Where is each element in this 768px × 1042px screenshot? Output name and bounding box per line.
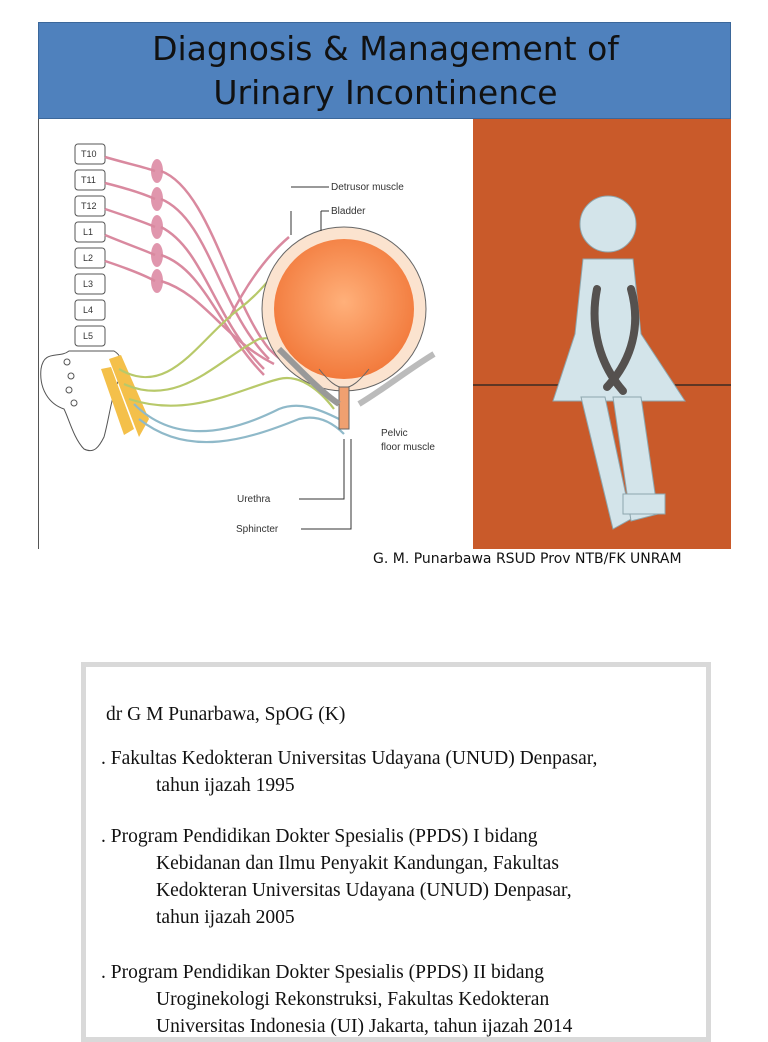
spine — [41, 144, 122, 451]
education-entry — [101, 823, 701, 931]
entry-line: Kebidanan dan Ilmu Penyakit Kandungan, Fakultas — [156, 853, 559, 874]
credentials-slide — [81, 662, 711, 1042]
doctor-name — [106, 701, 345, 728]
doctor-name-text: dr G M Punarbawa, SpOG (K) — [106, 704, 346, 725]
education-entry — [101, 745, 701, 799]
vertebra-label: L5 — [83, 331, 94, 341]
bladder-label: Bladder — [331, 206, 366, 217]
entry-line: . Fakultas Kedokteran Universitas Udayana (UNUD) Denpasar, — [101, 748, 598, 769]
slide-title-line-1: Diagnosis & Management of — [152, 29, 619, 68]
entry-line: tahun ijazah 1995 — [156, 775, 295, 796]
education-entry — [101, 959, 701, 1040]
entry-line: Kedokteran Universitas Udayana (UNUD) Denpasar, — [156, 880, 572, 901]
pelvic-floor-label: floor muscle — [381, 442, 435, 453]
bladder — [262, 227, 434, 429]
author-caption: G. M. Punarbawa RSUD Prov NTB/FK UNRAM — [373, 551, 682, 567]
bladder-innervation-diagram — [38, 119, 473, 549]
title-band — [38, 22, 731, 119]
urethra-label: Urethra — [237, 494, 271, 505]
incontinence-sign-photo — [473, 119, 731, 549]
title-slide — [38, 22, 731, 549]
pudendal-nerves — [134, 404, 344, 442]
sphincter-label: Sphincter — [236, 524, 279, 535]
slide-title-line-2: Urinary Incontinence — [213, 73, 558, 112]
vertebra-label: T12 — [81, 201, 97, 211]
vertebra-label: T10 — [81, 149, 97, 159]
entry-line: Universitas Indonesia (UI) Jakarta, tahun ijazah 2014 — [156, 1016, 573, 1037]
vertebra-label: L2 — [83, 253, 94, 263]
pelvic-floor-label: Pelvic — [381, 428, 408, 439]
entry-line: . Program Pendidikan Dokter Spesialis (PPDS) II bidang — [101, 962, 545, 983]
slide-title — [39, 27, 732, 115]
vertebra-label: L1 — [83, 227, 94, 237]
vertebra-label: T11 — [81, 175, 96, 185]
detrusor-label: Detrusor muscle — [331, 182, 404, 193]
entry-line: tahun ijazah 2005 — [156, 907, 295, 928]
entry-line: . Program Pendidikan Dokter Spesialis (PPDS) I bidang — [101, 826, 538, 847]
vertebra-label: L4 — [83, 305, 94, 315]
entry-line: Uroginekologi Rekonstruksi, Fakultas Kedokteran — [156, 989, 550, 1010]
vertebra-label: L3 — [83, 279, 94, 289]
